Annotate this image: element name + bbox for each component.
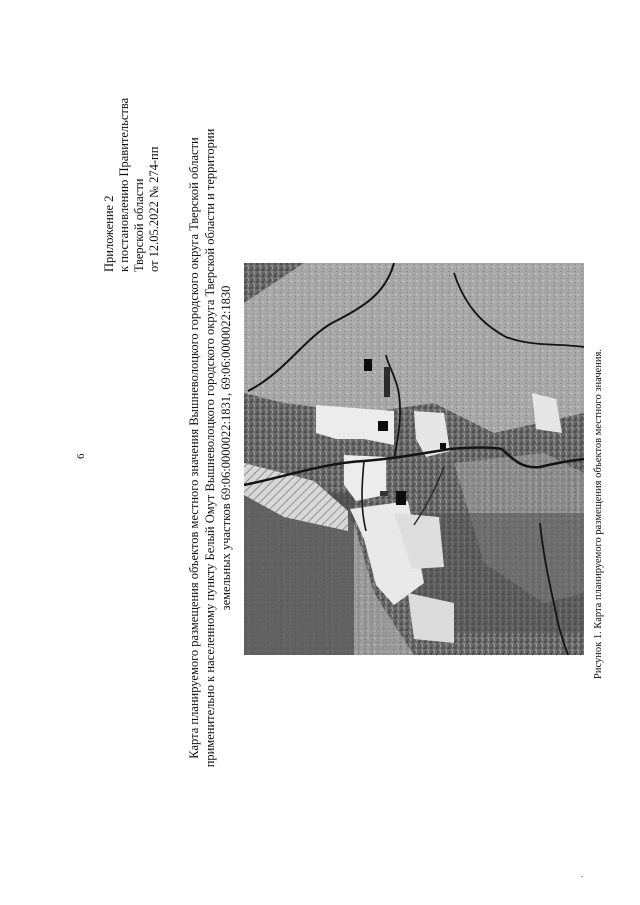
appendix-block	[102, 97, 164, 272]
heading-line: земельных участков 69:06:0000022:1831, 69:06:0000022:1830	[219, 285, 233, 611]
appendix-line: от 12.05.2022 № 274-пп	[147, 146, 161, 272]
page-number: 6	[75, 453, 87, 459]
appendix-line: к постановлению Правительства	[117, 97, 131, 272]
planned-object	[384, 367, 390, 397]
planned-object	[380, 491, 388, 496]
document-heading	[186, 58, 246, 838]
planned-object	[378, 421, 388, 431]
appendix-line: Приложение 2	[102, 195, 116, 272]
heading-line: Карта планируемого размещения объектов местного значения Вышневолоцкого городского округа Тверской области	[187, 137, 201, 759]
settlement-map-image	[244, 263, 584, 655]
appendix-line: Тверской области	[132, 178, 146, 272]
scan-speck	[581, 876, 583, 877]
figure-caption: Рисунок 1. Карта планируемого размещения объектов местного значения.	[593, 349, 604, 679]
planned-object	[440, 443, 446, 449]
planned-object	[396, 491, 406, 505]
planned-object	[364, 359, 372, 371]
heading-line: применительно к населенному пункту Белый Омут Вышневолоцкого городского округа Тверской области и территории	[203, 128, 217, 768]
